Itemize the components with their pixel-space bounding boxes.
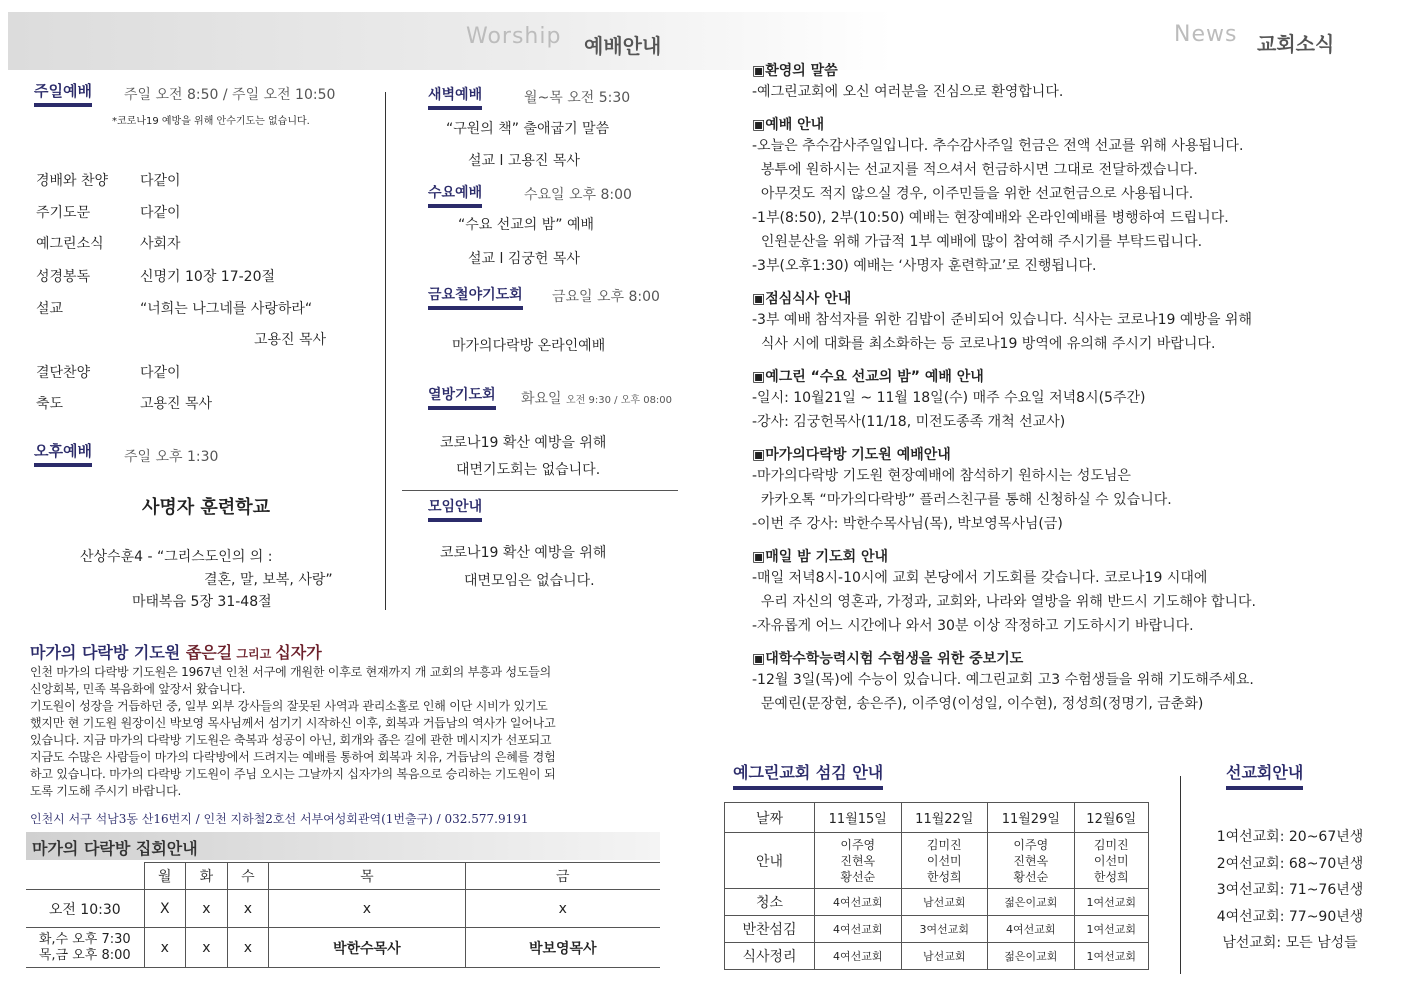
duty-cell: 남선교회 <box>901 889 988 916</box>
wednesday-title: 수요예배 <box>428 182 482 208</box>
guide-cell: 김미진 이선미 한성희 <box>1074 833 1148 889</box>
duty-cell: 4여선교회 <box>988 916 1075 943</box>
schedule-cell: X <box>144 890 186 928</box>
dawn-title: 새벽예배 <box>428 84 482 110</box>
meeting-line2: 대면모임은 없습니다. <box>464 573 595 589</box>
retreat-body: 인천 마가의 다락방 기도원은 1967년 인천 서구에 개원한 이후로 현재까지 개 교회의 부흥과 성도들의 신앙회복, 민족 복음화에 앞장서 왔습니다. 기도원이 성장을 거듭하던 중, 일부 외부 강사들의 잘못된 사역과 관리소홀로 인해 이단 시비가 있기도 했지만 현 기도원 원장이신 박보영 목사님께서 섬기기 시작하신 이후, 회복과 거듭남의 역사가 일어나고 있습니다. 지금 마가의 다락방 기도원은 축복과 성공이 아닌, 회개와 좁은 길에 관한 메시지가 선포되고 지금도 수많은 사람들이 마가의 다락방에서 드려지는 예배를 통하여 회복과 치유, 거듭남의 은혜를 경험 하고 있습니다. 마가의 다락방 기도원이 주님 오시는 그날까지 십자가의 복음으로 승리하는 기도원이 되 도록 기도해 주시기 바랍니다. <box>30 665 556 798</box>
wednesday-time: 수요일 오후 8:00 <box>524 187 632 203</box>
news-item: ▣환영의 말씀 -예그린교회에 오신 여러분을 진심으로 환영합니다. <box>752 63 1064 100</box>
guide-cell: 이주영 진현옥 황선순 <box>815 833 902 889</box>
sunday-order <box>36 170 376 424</box>
order-row: 고용진 목사 <box>254 332 327 348</box>
prayer-line2: 대면기도회는 없습니다. <box>456 462 601 478</box>
duty-title: 예그린교회 섬김 안내 <box>733 760 883 790</box>
order-row: 결단찬양 다같이 <box>36 365 181 381</box>
wednesday-line2: 설교 l 김궁헌 목사 <box>468 251 580 267</box>
duty-cell: 1여선교회 <box>1074 889 1148 916</box>
prayer-time: 화요일 오전 9:30 / 오후 08:00 <box>521 391 673 407</box>
news-item: ▣마가의다락방 기도원 예배안내 -마가의다락방 기도원 현장예배에 참석하기 원하시는 성도님은 카카오톡 “마가의다락방” 플러스친구를 통해 신청하실 수 있습니다. -이번 주 강사: 박한수목사님(목), 박보영목사님(금) <box>752 447 1172 532</box>
prayer-line1: 코로나19 확산 예방을 위해 <box>440 435 607 451</box>
time-label: 화,수 오후 7:30 목,금 오후 8:00 <box>26 928 144 968</box>
friday-title: 금요철야기도회 <box>428 284 523 310</box>
worship-header-en: Worship <box>466 24 562 49</box>
duty-cell: 젊은이교회 <box>988 889 1075 916</box>
guide-cell: 김미진 이선미 한성희 <box>901 833 988 889</box>
duty-cell: 4여선교회 <box>815 889 902 916</box>
schedule-title: 마가의 다락방 집회안내 <box>32 839 198 858</box>
news-list <box>752 60 1392 716</box>
order-row: 축도 고용진 목사 <box>36 396 213 412</box>
friday-time: 금요일 오후 8:00 <box>552 289 660 305</box>
afternoon-time: 주일 오후 1:30 <box>124 449 219 465</box>
meeting-divider <box>402 490 678 491</box>
news-item: ▣대학수학능력시험 수험생을 위한 중보기도 -12월 3일(목)에 수능이 있습니다. 예그린교회 고3 수험생들을 위해 기도해주세요. 문예린(문장현, 송은주), 이주영(이성일, 이수현), 정성희(정명기, 금춘화) <box>752 651 1254 712</box>
day-header: 수 <box>227 863 269 890</box>
order-row: 예그린소식 사회자 <box>36 236 181 252</box>
guide-label: 안내 <box>725 833 815 889</box>
schedule-cell: 박한수목사 <box>269 928 465 968</box>
afternoon-line2: 결혼, 말, 보복, 사랑” <box>204 572 333 588</box>
duty-row-label: 청소 <box>725 889 815 916</box>
sunday-note: *코로나19 예방을 위해 안수기도는 없습니다. <box>112 116 310 127</box>
day-header: 금 <box>465 863 660 890</box>
duty-cell: 1여선교회 <box>1074 916 1148 943</box>
schedule-cell: x <box>186 890 228 928</box>
worship-header-ko: 예배안내 <box>584 34 662 58</box>
afternoon-line1: 산상수훈4 - “그리스도인의 의 : <box>80 549 273 565</box>
schedule-cell: x <box>144 928 186 968</box>
schedule-cell: x <box>186 928 228 968</box>
order-row: 설교 “너희는 나그네를 사랑하라“ <box>36 301 313 317</box>
sunday-times: 주일 오전 8:50 / 주일 오전 10:50 <box>124 87 336 103</box>
retreat-title: 마가의 다락방 기도원 좁은길 그리고 십자가 <box>30 643 322 662</box>
afternoon-title: 오후예배 <box>34 440 92 467</box>
schedule-cell: 박보영목사 <box>465 928 660 968</box>
sunday-title: 주일예배 <box>34 80 92 107</box>
duty-row-label: 반찬섬김 <box>725 916 815 943</box>
duty-header: 11월29일 <box>988 803 1075 833</box>
schedule-cell: x <box>227 890 269 928</box>
mission-title: 선교회안내 <box>1226 760 1303 790</box>
schedule-cell: x <box>227 928 269 968</box>
duty-row-label: 식사정리 <box>725 943 815 970</box>
duty-cell: 남선교회 <box>901 943 988 970</box>
column-divider <box>385 92 386 610</box>
guide-cell: 이주영 진현옥 황선순 <box>988 833 1075 889</box>
news-header-ko: 교회소식 <box>1257 32 1335 56</box>
duty-cell: 1여선교회 <box>1074 943 1148 970</box>
meeting-title: 모임안내 <box>428 496 482 522</box>
mission-item: 남선교회: 모든 남성들 <box>1222 935 1358 951</box>
afternoon-line3: 마태복음 5장 31-48절 <box>132 594 272 610</box>
dawn-line2: 설교 l 고용진 목사 <box>468 153 580 169</box>
mission-list <box>1190 824 1390 957</box>
schedule-table <box>26 862 660 968</box>
schedule-cell: x <box>465 890 660 928</box>
time-label: 오전 10:30 <box>26 890 144 928</box>
mission-item: 2여선교회: 68~70년생 <box>1216 855 1364 872</box>
dawn-line1: “구원의 책” 출애굽기 말씀 <box>446 121 610 137</box>
duty-cell: 4여선교회 <box>815 943 902 970</box>
prayer-title: 열방기도회 <box>428 384 496 410</box>
duty-cell: 3여선교회 <box>901 916 988 943</box>
duty-header: 날짜 <box>725 803 815 833</box>
schedule-cell: x <box>269 890 465 928</box>
day-header: 월 <box>144 863 186 890</box>
news-header-en: News <box>1174 22 1238 47</box>
order-row: 경배와 찬양 다같이 <box>36 173 181 189</box>
duty-table <box>724 802 1149 970</box>
day-header: 목 <box>269 863 465 890</box>
news-item: ▣매일 밤 기도회 안내 -매일 저녁8시-10시에 교회 본당에서 기도회를 갖습니다. 코로나19 시대에 우리 자신의 영혼과, 가정과, 교회와, 나라와 열방을 위해 반드시 기도해야 합니다. -자유롭게 어느 시간에나 와서 30분 이상 작정하고 기도하시기 바랍니다. <box>752 549 1256 634</box>
mission-item: 1여선교회: 20~67년생 <box>1216 829 1364 845</box>
duty-header: 11월15일 <box>815 803 902 833</box>
friday-line1: 마가의다락방 온라인예배 <box>452 338 606 354</box>
meeting-line1: 코로나19 확산 예방을 위해 <box>440 545 607 561</box>
order-row: 주기도문 다같이 <box>36 205 181 221</box>
order-row: 성경봉독 신명기 10장 17-20절 <box>36 269 276 285</box>
duty-cell: 4여선교회 <box>815 916 902 943</box>
news-item: ▣예배 안내 -오늘은 추수감사주일입니다. 추수감사주일 헌금은 전액 선교를 위해 사용됩니다. 봉투에 원하시는 선교지를 적으셔서 헌금하시면 그대로 전달하겠습니다. 아무것도 적지 않으실 경우, 이주민들을 위한 선교헌금으로 사용됩니다. -1부(8:50), 2부(10:50) 예배는 현장예배와 온라인예배를 병행하여 드립니다. 인원분산을 위해 가급적 1부 예배에 많이 참여해 주시기를 부탁드립니다. -3부(오후1:30) 예배는 ‘사명자 훈련학교’로 진행됩니다. <box>752 117 1244 274</box>
news-item: ▣예그린 “수요 선교의 밤” 예배 안내 -일시: 10월21일 ~ 11월 18일(수) 매주 수요일 저녁8시(5주간) -강사: 김궁헌목사(11/18, 미전도종족 개척 선교사) <box>752 369 1146 430</box>
retreat-address: 인천시 서구 석남3동 산16번지 / 인천 지하철2호선 서부여성회관역(1번출구) / 032.577.9191 <box>30 812 529 826</box>
mission-divider <box>1180 776 1181 974</box>
wednesday-line1: “수요 선교의 밤” 예배 <box>458 217 595 233</box>
duty-header: 12월6일 <box>1074 803 1148 833</box>
duty-header: 11월22일 <box>901 803 988 833</box>
afternoon-program: 사명자 훈련학교 <box>142 497 270 518</box>
day-header: 화 <box>186 863 228 890</box>
duty-cell: 젊은이교회 <box>988 943 1075 970</box>
dawn-time: 월~목 오전 5:30 <box>524 90 631 106</box>
mission-item: 3여선교회: 71~76년생 <box>1216 882 1364 898</box>
mission-item: 4여선교회: 77~90년생 <box>1216 908 1364 925</box>
news-item: ▣점심식사 안내 -3부 예배 참석자를 위한 김밥이 준비되어 있습니다. 식사는 코로나19 예방을 위해 식사 시에 대화를 최소화하는 등 코로나19 방역에 유의해 주시기 바랍니다. <box>752 291 1252 352</box>
